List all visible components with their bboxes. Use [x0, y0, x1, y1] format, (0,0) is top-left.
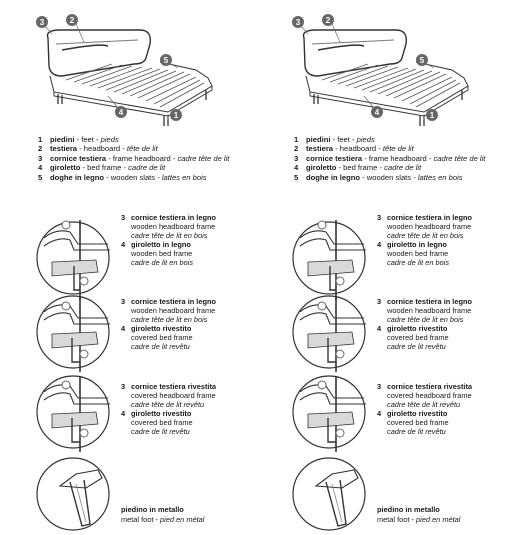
detail-caption-3	[377, 382, 472, 436]
caption-english: wooden bed frame	[387, 249, 449, 258]
svg-text:4: 4	[374, 108, 380, 117]
legend-number: 3	[38, 153, 43, 163]
legend-row	[294, 154, 485, 163]
caption-number: 3	[377, 213, 382, 222]
legend-row	[294, 173, 485, 182]
separator: -	[409, 514, 417, 524]
separator: -	[349, 135, 357, 144]
callout-4	[115, 106, 127, 118]
separator: -	[377, 163, 385, 173]
svg-text:4: 4	[118, 108, 124, 117]
legend-french: tête de lit	[126, 144, 158, 154]
detail-caption-3	[121, 382, 216, 436]
foot-italian: piedino in metallo	[121, 505, 184, 514]
svg-text:3: 3	[39, 18, 45, 27]
caption-number: 4	[377, 240, 382, 249]
callout-2	[322, 14, 334, 26]
caption-number: 4	[121, 324, 126, 333]
separator: -	[170, 153, 178, 163]
foot-caption	[377, 505, 460, 524]
legend-row	[294, 135, 485, 144]
right-panel	[256, 0, 512, 535]
legend-english: headboard	[339, 144, 377, 154]
caption-number: 3	[121, 213, 126, 222]
caption-french: cadre de lit en bois	[131, 258, 194, 267]
legend-french: cadre de lit	[128, 163, 166, 173]
svg-text:2: 2	[325, 16, 331, 25]
callout-1	[170, 109, 182, 121]
legend-italian: doghe in legno	[50, 172, 104, 182]
detail-caption-2	[121, 297, 216, 351]
caption-italian: cornice testiera in legno	[387, 213, 473, 222]
separator: -	[333, 144, 340, 154]
legend-french: cadre tête de lit	[433, 153, 486, 163]
caption-english: wooden headboard frame	[387, 222, 472, 231]
legend-italian: cornice testiera	[50, 153, 107, 163]
callout-layer	[256, 0, 512, 535]
legend-row	[38, 173, 229, 182]
legend-italian: testiera	[306, 144, 334, 154]
caption-english: covered headboard frame	[131, 391, 216, 400]
separator: -	[426, 153, 434, 163]
caption-italian: giroletto in legno	[387, 240, 447, 249]
foot-french: pied en métal	[160, 514, 205, 524]
callout-1	[426, 109, 438, 121]
legend-french: pieds	[100, 135, 119, 144]
detail-caption-1	[121, 213, 216, 267]
caption-french: cadre de lit en bois	[387, 258, 450, 267]
legend-french: lattes en bois	[161, 172, 207, 182]
legend-row	[294, 144, 485, 153]
caption-french: cadre tête de lit en bois	[131, 231, 208, 240]
separator: -	[411, 172, 418, 182]
caption-number: 3	[121, 297, 126, 306]
caption-italian: cornice testiera rivestita	[387, 382, 473, 391]
callout-2	[66, 14, 78, 26]
legend-number: 2	[38, 144, 43, 154]
caption-french: cadre de lit revêtu	[131, 427, 190, 436]
callout-3	[292, 16, 304, 28]
legend-row	[294, 163, 485, 172]
legend-number: 1	[294, 135, 299, 144]
legend-number: 4	[38, 163, 43, 173]
caption-italian: cornice testiera in legno	[131, 213, 217, 222]
legend-french: cadre tête de lit	[177, 153, 230, 163]
callout-5	[416, 54, 428, 66]
caption-english: wooden headboard frame	[131, 222, 216, 231]
legend-italian: cornice testiera	[306, 153, 363, 163]
caption-english: wooden bed frame	[131, 249, 193, 258]
caption-french: cadre tête de lit revêtu	[387, 400, 461, 409]
legend-italian: piedini	[50, 135, 75, 144]
legend-french: cadre de lit	[384, 163, 422, 173]
legend-number: 3	[294, 153, 299, 163]
caption-number: 3	[121, 382, 126, 391]
separator: -	[104, 172, 111, 182]
svg-text:1: 1	[173, 111, 179, 120]
caption-italian: giroletto rivestito	[131, 324, 192, 333]
legend-row	[38, 154, 229, 163]
parts-legend	[294, 135, 485, 182]
legend-english: frame headboard	[368, 153, 427, 163]
separator: -	[155, 172, 162, 182]
foot-caption	[121, 505, 204, 524]
svg-text:2: 2	[69, 16, 75, 25]
legend-french: lattes en bois	[417, 172, 463, 182]
caption-italian: giroletto rivestito	[131, 409, 192, 418]
caption-italian: giroletto in legno	[131, 240, 191, 249]
legend-number: 5	[294, 172, 299, 182]
legend-number: 1	[38, 135, 43, 144]
legend-italian: giroletto	[50, 163, 81, 173]
caption-italian: giroletto rivestito	[387, 324, 448, 333]
caption-french: cadre tête de lit en bois	[387, 315, 464, 324]
caption-french: cadre de lit revêtu	[387, 427, 446, 436]
caption-italian: cornice testiera in legno	[131, 297, 217, 306]
legend-english: feet	[337, 135, 350, 144]
detail-caption-2	[377, 297, 472, 351]
caption-italian: cornice testiera in legno	[387, 297, 473, 306]
caption-number: 4	[377, 409, 382, 418]
legend-number: 2	[294, 144, 299, 154]
caption-english: covered bed frame	[387, 418, 449, 427]
caption-number: 4	[121, 409, 126, 418]
parts-legend	[38, 135, 229, 182]
callout-4	[371, 106, 383, 118]
separator: -	[153, 514, 161, 524]
separator: -	[330, 135, 338, 144]
caption-english: covered headboard frame	[387, 391, 472, 400]
legend-english: wooden slats	[366, 172, 412, 182]
separator: -	[376, 144, 383, 154]
separator: -	[74, 135, 82, 144]
legend-english: frame headboard	[112, 153, 171, 163]
legend-italian: piedini	[306, 135, 331, 144]
caption-number: 3	[377, 382, 382, 391]
legend-number: 4	[294, 163, 299, 173]
legend-italian: testiera	[50, 144, 78, 154]
caption-italian: cornice testiera rivestita	[131, 382, 217, 391]
legend-number: 5	[38, 172, 43, 182]
caption-english: wooden headboard frame	[387, 306, 472, 315]
caption-french: cadre de lit revêtu	[387, 342, 446, 351]
separator: -	[121, 163, 129, 173]
separator: -	[120, 144, 127, 154]
legend-french: tête de lit	[382, 144, 414, 154]
legend-english: feet	[81, 135, 94, 144]
legend-row	[38, 163, 229, 172]
caption-french: cadre de lit revêtu	[131, 342, 190, 351]
legend-italian: doghe in legno	[306, 172, 360, 182]
callout-5	[160, 54, 172, 66]
caption-number: 4	[121, 240, 126, 249]
detail-caption-1	[377, 213, 472, 267]
legend-english: wooden slats	[110, 172, 156, 182]
caption-english: covered bed frame	[387, 333, 449, 342]
caption-french: cadre tête de lit en bois	[131, 315, 208, 324]
legend-english: bed frame	[343, 163, 378, 173]
caption-english: covered bed frame	[131, 333, 193, 342]
separator: -	[360, 172, 367, 182]
separator: -	[93, 135, 101, 144]
caption-number: 4	[377, 324, 382, 333]
svg-text:5: 5	[163, 56, 169, 65]
svg-text:1: 1	[429, 111, 435, 120]
svg-text:3: 3	[295, 18, 301, 27]
foot-english: metal foot	[377, 514, 410, 524]
legend-italian: giroletto	[306, 163, 337, 173]
foot-english: metal foot	[121, 514, 154, 524]
caption-number: 3	[377, 297, 382, 306]
caption-french: cadre tête de lit revêtu	[131, 400, 205, 409]
caption-french: cadre tête de lit en bois	[387, 231, 464, 240]
caption-english: wooden headboard frame	[131, 306, 216, 315]
legend-row	[38, 135, 229, 144]
separator: -	[106, 153, 113, 163]
svg-text:5: 5	[419, 56, 425, 65]
foot-french: pied en métal	[416, 514, 461, 524]
separator: -	[77, 144, 84, 154]
legend-english: bed frame	[87, 163, 122, 173]
legend-row	[38, 144, 229, 153]
separator: -	[336, 163, 344, 173]
separator: -	[80, 163, 88, 173]
caption-english: covered bed frame	[131, 418, 193, 427]
caption-italian: giroletto rivestito	[387, 409, 448, 418]
foot-italian: piedino in metallo	[377, 505, 440, 514]
legend-french: pieds	[356, 135, 375, 144]
callout-3	[36, 16, 48, 28]
legend-english: headboard	[83, 144, 121, 154]
separator: -	[362, 153, 369, 163]
